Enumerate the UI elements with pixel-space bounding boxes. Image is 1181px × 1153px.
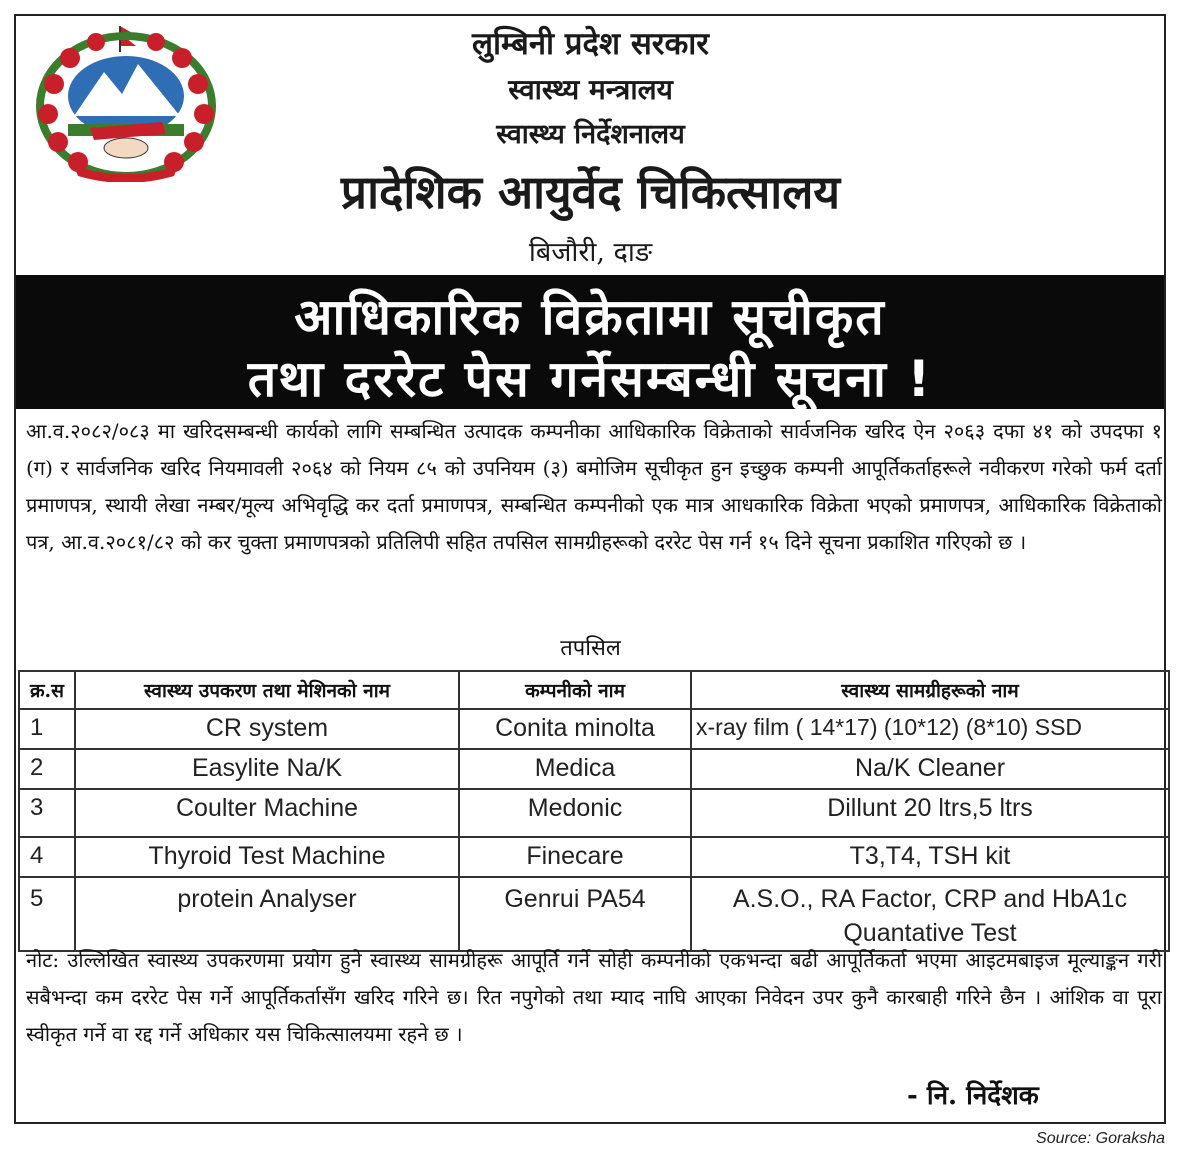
cell-materials: x-ray film ( 14*17) (10*12) (8*10) SSD <box>691 709 1169 749</box>
notice-title-line-1: आधिकारिक विक्रेतामा सूचीकृत <box>294 288 886 346</box>
table-row <box>19 877 1169 951</box>
notice-note-text: नोट: उल्लिखित स्वास्थ्य उपकरणमा प्रयोग हुने स्वास्थ्य सामग्रीहरू आपूर्ति गर्ने सोही कम्पनीको एकभन्दा बढी आपूर्तिकर्ता भएमा आइटमबाइज मूल्याङ्कन गरी सबैभन्दा कम दररेट पेस गर्ने आपूर्तिकर्तासँग खरिद गरिने छ। रित नपुगेको तथा म्याद नाघि आएका निवेदन उपर कुनै कारबाही गरिने छैन । आंशिक वा पूरा स्वीकृत गर्ने वा रद्द गर्ने अधिकार यस चिकित्सालयमा रहने छ । <box>26 948 1162 1046</box>
notice-body-text: आ.व.२०८२/०८३ मा खरिदसम्बन्धी कार्यको लागि सम्बन्धित उत्पादक कम्पनीका आधिकारिक विक्रेताको सार्वजनिक खरिद ऐन २०६३ दफा ४१ को उपदफा १ (ग) र सार्वजनिक खरिद नियमावली २०६४ को नियम ८५ को उपनियम (३) बमोजिम सूचीकृत हुन इच्छुक कम्पनी आपूर्तिकर्ताहरूले नवीकरण गरेको फर्म दर्ता प्रमाणपत्र, स्थायी लेखा नम्बर/मूल्य अभिवृद्धि कर दर्ता प्रमाणपत्र, सम्बन्धित कम्पनीको एक मात्र आधकारिक विक्रेता भएको प्रमाणपत्र, आधिकारिक विक्रेताको पत्र, आ.व.२०८१/८२ को कर चुक्ता प्रमाणपत्रको प्रतिलिपी सहित तपसिल सामग्रीहरूको दररेट पेस गर्न १५ दिने सूचना प्रकाशित गरिएको छ । <box>26 419 1162 554</box>
notice-title-line-2: तथा दररेट पेस गर्नेसम्बन्धी सूचना ! <box>247 350 933 408</box>
cell-sn: 4 <box>19 837 75 877</box>
cell-company: Conita minolta <box>459 709 691 749</box>
ministry-name: स्वास्थ्य मन्त्रालय <box>508 73 673 106</box>
government-name: लुम्बिनी प्रदेश सरकार <box>472 26 709 62</box>
cell-materials: Na/K Cleaner <box>691 749 1169 789</box>
notice-title-banner <box>16 275 1164 409</box>
cell-equipment: CR system <box>75 709 459 749</box>
col-header-equipment: स्वास्थ्य उपकरण तथा मेशिनको नाम <box>75 671 459 709</box>
cell-sn: 3 <box>19 789 75 837</box>
cell-company: Medonic <box>459 789 691 837</box>
signatory: - नि. निर्देशक <box>907 1081 1039 1111</box>
table-caption: तपसिल <box>560 636 621 661</box>
table-row <box>19 789 1169 837</box>
cell-equipment: Easylite Na/K <box>75 749 459 789</box>
table-row <box>19 749 1169 789</box>
col-header-company: कम्पनीको नाम <box>459 671 691 709</box>
directorate-name: स्वास्थ्य निर्देशनालय <box>496 119 685 150</box>
col-header-sn: क्र.स <box>19 671 75 709</box>
cell-sn: 2 <box>19 749 75 789</box>
table-header-row <box>19 671 1169 709</box>
office-name: प्रादेशिक आयुर्वेद चिकित्सालय <box>340 165 841 219</box>
col-header-materials: स्वास्थ्य सामग्रीहरूको नाम <box>691 671 1169 709</box>
cell-materials: A.S.O., RA Factor, CRP and HbA1c Quantative Test <box>691 877 1169 951</box>
cell-materials: T3,T4, TSH kit <box>691 837 1169 877</box>
table-row <box>19 837 1169 877</box>
image-source-credit: Source: Goraksha <box>1036 1130 1165 1147</box>
cell-materials: Dillunt 20 ltrs,5 ltrs <box>691 789 1169 837</box>
cell-sn: 5 <box>19 877 75 951</box>
office-address: बिजौरी, दाङ <box>528 237 653 268</box>
cell-sn: 1 <box>19 709 75 749</box>
items-table <box>18 670 1170 952</box>
cell-company: Finecare <box>459 837 691 877</box>
cell-equipment: Thyroid Test Machine <box>75 837 459 877</box>
cell-equipment: Coulter Machine <box>75 789 459 837</box>
cell-company: Medica <box>459 749 691 789</box>
cell-company: Genrui PA54 <box>459 877 691 951</box>
cell-equipment: protein Analyser <box>75 877 459 951</box>
table-row <box>19 709 1169 749</box>
